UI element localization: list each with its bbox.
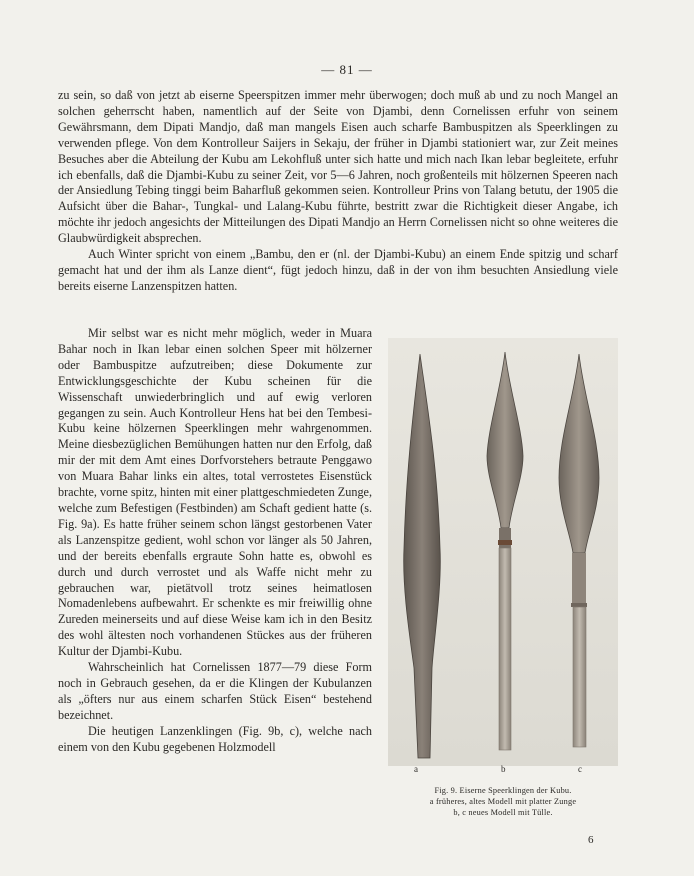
full-width-text [58, 88, 618, 295]
figure-photo [388, 338, 618, 766]
page-number: — 81 — [321, 62, 373, 77]
figure-label-b: b [501, 764, 506, 774]
caption-line: a früheres, altes Modell mit platter Zunge [429, 797, 577, 806]
sheet-signature-number: 6 [588, 834, 594, 846]
paragraph: zu sein, so daß von jetzt ab eiserne Speerspitzen immer mehr überwogen; doch muß ab und zu noch Mangel an solchen geherrscht haben, namentlich auf der Seite von Djambi, denn Cornelissen erfuhr von seinem Gewährsmann, dem Dipati Mandjo, daß man mangels Eisen auch scharfe Bambuspitzen als Speerklingen zu verwenden pflege. Von dem Kontrolleur Saijers in Sekaju, der früher in Djambi stationiert war, zur Zeit meines Besuches aber die Abteilung der Kubu am Lekohfluß unter sich hatte und mich nach Ikan lebar begleitete, erfuhr ich ebenfalls, daß die Djambi-Kubu zu seiner Zeit, vor 5—6 Jahren, noch großenteils mit hölzernen Speeren nach der Ansiedlung Tebing tinggi beim Baharfluß gekommen seien. Kontrolleur Prins von Talang betutu, der 1905 die Aufsicht über die Bahar-, Tungkal- und Lalang-Kubu führte, bestritt zwar die Richtigkeit dieser Angabe, ich möchte ihr jedoch angesichts der Mitteilungen des Dipati Mandjo an Herrn Cornelissen nicht so ohne weiteres die Glaubwürdigkeit absprechen. [58, 88, 618, 246]
paragraph: Auch Winter spricht von einem „Bambu, den er (nl. der Djambi-Kubu) an einem Ende spitzig und scharf gemacht hat und der ihm als Lanze dient“, fügt jedoch hinzu, daß in der von ihm besuchten Ansiedlung viele bereits eiserne Lanzenspitzen hatten. [58, 247, 618, 293]
spear-b-shaft [499, 548, 511, 750]
figure-label-a: a [414, 764, 418, 774]
spear-blades-illustration [388, 338, 618, 766]
paragraph: Mir selbst war es nicht mehr möglich, weder in Muara Bahar noch in Ikan lebar einen solchen Speer mit hölzerner oder Bambuspitze aufzutreiben; diese Dokumente zur Entwicklungsgeschichte der Kubu scheinen für die Wissenschaft unwiederbringlich und auf ewig verloren gegangen zu sein. Auch Kontrolleur Hens hat bei den Tembesi-Kubu keine hölzernen Speerklingen mehr wahrgenommen. Meine diesbezüglichen Bemühungen hatten nur den Erfolg, daß mir der mit dem Amt eines Dorfvorstehers betraute Penggawo von Muara Bahar links ein altes, total verrostetes Eisenstück brachte, vorne spitz, hinten mit einer plattgeschmiedeten Zunge, welche zum Befestigen (Festbinden) am Schaft gedient hatte (s. Fig. 9a). Es hatte früher seinem schon längst gestorbenen Vater als Lanzenspitze gedient, wohl schon vor länger als 50 Jahren, und der bereits ebenfalls ergraute Sohn hatte es, obwohl es durch und durch verrostet und als Waffe nicht mehr zu gebrauchen war, pietätvoll trotz seines heimatlosen Nomadenlebens aufbewahrt. Er schenkte es mir freiwillig ohne Zureden meinerseits und auf diese Weise kam ich in den Besitz des wohl ältesten noch vorhandenen Stückes aus der früheren Kultur der Djambi-Kubu. [58, 326, 372, 659]
paragraph: Die heutigen Lanzenklingen (Fig. 9b, c), welche nach einem von den Kubu gegebenen Holzmodell [58, 723, 372, 754]
figure-label-c: c [578, 764, 582, 774]
caption-line: b, c neues Modell mit Tülle. [453, 808, 553, 817]
spear-c-shaft [573, 607, 586, 747]
spear-c-socket [572, 553, 586, 605]
paragraph: Wahrscheinlich hat Cornelissen 1877—79 diese Form noch in Gebrauch gesehen, da er die Klingen der Kubulanzen als „öfters nur aus einem scharfen Stück Eisen“ bestehend bezeichnet. [58, 660, 372, 722]
caption-line: Fig. 9. Eiserne Speerklingen der Kubu. [434, 786, 572, 795]
figure-labels [388, 764, 618, 778]
figure-caption [388, 785, 618, 818]
column-text [58, 326, 372, 755]
